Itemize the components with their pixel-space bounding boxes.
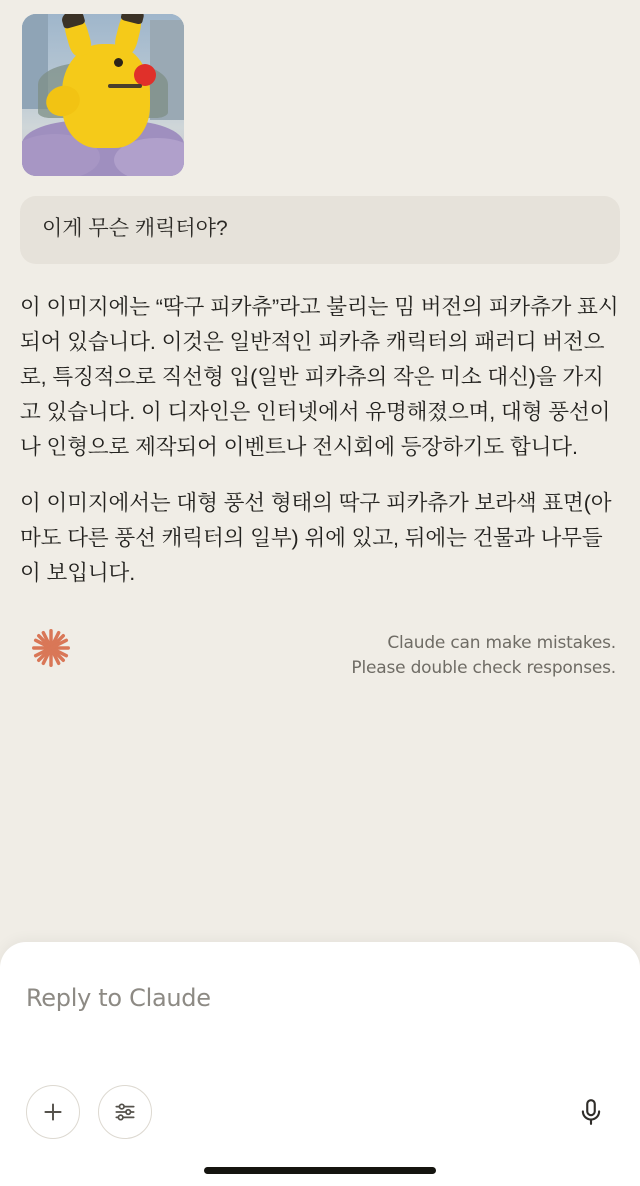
attached-image-thumbnail[interactable] xyxy=(22,14,184,176)
reply-input[interactable]: Reply to Claude xyxy=(26,984,211,1012)
response-footer xyxy=(20,625,620,680)
assistant-message xyxy=(20,290,620,591)
microphone-button[interactable] xyxy=(568,1089,614,1135)
claude-star-icon xyxy=(28,625,74,671)
home-indicator xyxy=(204,1167,436,1174)
disclaimer-line-1: Claude can make mistakes. xyxy=(387,632,616,653)
composer-panel xyxy=(0,942,640,1186)
composer-actions xyxy=(0,1085,640,1149)
image-pikachu-cheek xyxy=(134,64,156,86)
disclaimer-text xyxy=(351,625,616,680)
image-pikachu-mouth xyxy=(108,84,142,88)
assistant-paragraph-1: 이 이미지에는 “딱구 피카츄”라고 불리는 밈 버전의 피카츄가 표시되어 있습니다. 이것은 일반적인 피카츄 캐릭터의 패러디 버전으로, 특징적으로 직선형 입(일반 피카츄의 작은 미소 대신)을 가지고 있습니다. 이 디자인은 인터넷에서 유명해졌으며, 대형 풍선이나 인형으로 제작되어 이벤트나 전시회에 등장하기도 합니다. xyxy=(20,295,619,459)
assistant-paragraph-2: 이 이미지에서는 대형 풍선 형태의 딱구 피카츄가 보라색 표면(아마도 다른 풍선 캐릭터의 일부) 위에 있고, 뒤에는 건물과 나무들이 보입니다. xyxy=(20,491,612,586)
user-message-bubble xyxy=(20,196,620,264)
user-message-text: 이게 무슨 캐릭터야? xyxy=(42,217,228,240)
image-pikachu-eye xyxy=(114,58,123,67)
add-attachment-button[interactable] xyxy=(26,1085,80,1139)
tools-button[interactable] xyxy=(98,1085,152,1139)
disclaimer-line-2: Please double check responses. xyxy=(351,657,616,678)
